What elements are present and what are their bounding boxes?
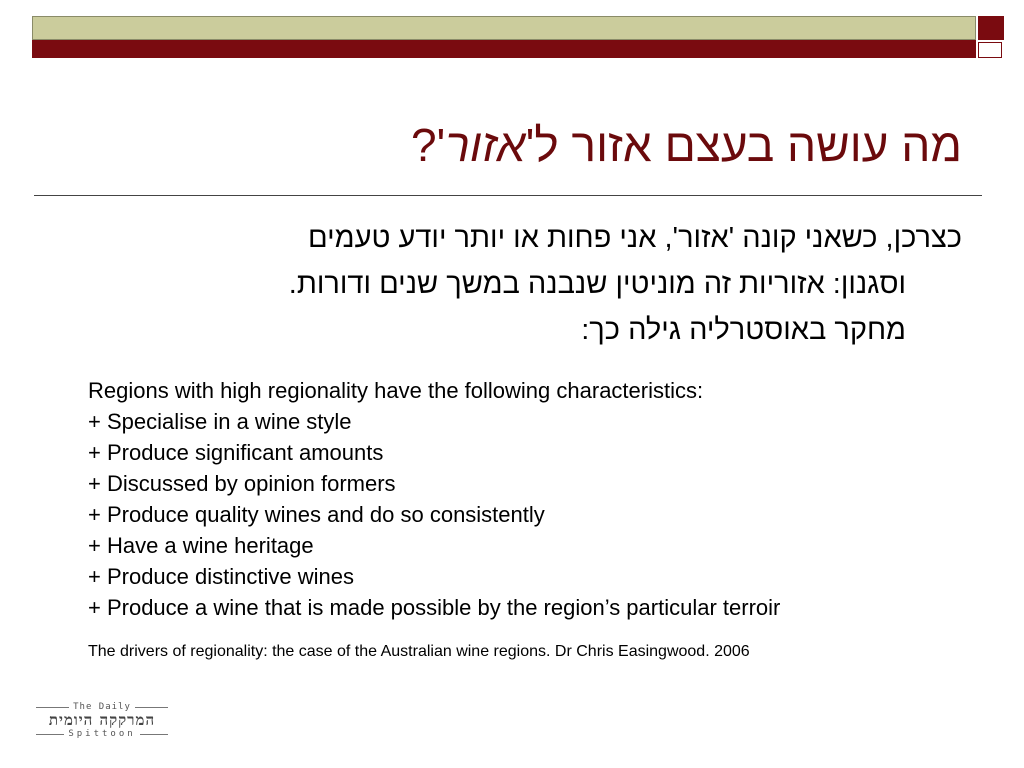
list-item: + Produce a wine that is made possible by the region’s particular terroir [88,595,781,620]
list-item: + Produce quality wines and do so consistently [88,502,545,527]
list-item: + Produce significant amounts [88,440,384,465]
logo-rule [140,734,168,735]
list-item: + Produce distinctive wines [88,564,354,589]
logo-hebrew-text: המרקקה היומית [48,711,156,729]
title-prefix: מה עושה בעצם אזור ל' [525,119,962,171]
title-suffix: '? [410,119,446,171]
logo-rule [135,707,168,708]
hebrew-line: וסגנון: אזוריות זה מוניטין שנבנה במשך שנים ודורות. [288,268,906,300]
logo-bottom-row [32,729,172,739]
logo-bottom-text: Spittoon [68,729,136,739]
characteristics-list [88,375,968,623]
list-item: + Specialise in a wine style [88,409,352,434]
logo-top-text: The Daily [73,702,131,712]
corner-square-outline [978,42,1002,58]
hebrew-line: מחקר באוסטרליה גילה כך: [581,314,906,346]
title-italic-word: אזור [445,119,526,171]
header-band-maroon [32,40,976,58]
list-item: + Discussed by opinion formers [88,471,396,496]
source-citation: The drivers of regionality: the case of the Australian wine regions. Dr Chris Easingwood. 2006 [88,643,750,660]
header-band-olive [32,16,976,40]
hebrew-paragraph [96,215,962,353]
title-divider [34,195,982,196]
list-item: + Have a wine heritage [88,533,314,558]
hebrew-line: כצרכן, כשאני קונה 'אזור', אני פחות או יותר יודע טעמים [308,222,962,254]
logo-rule [36,707,69,708]
logo-rule [36,734,64,735]
daily-spittoon-logo [32,702,172,742]
corner-square-filled [978,16,1004,40]
list-heading: Regions with high regionality have the following characteristics: [88,378,704,403]
slide-title [120,110,962,180]
